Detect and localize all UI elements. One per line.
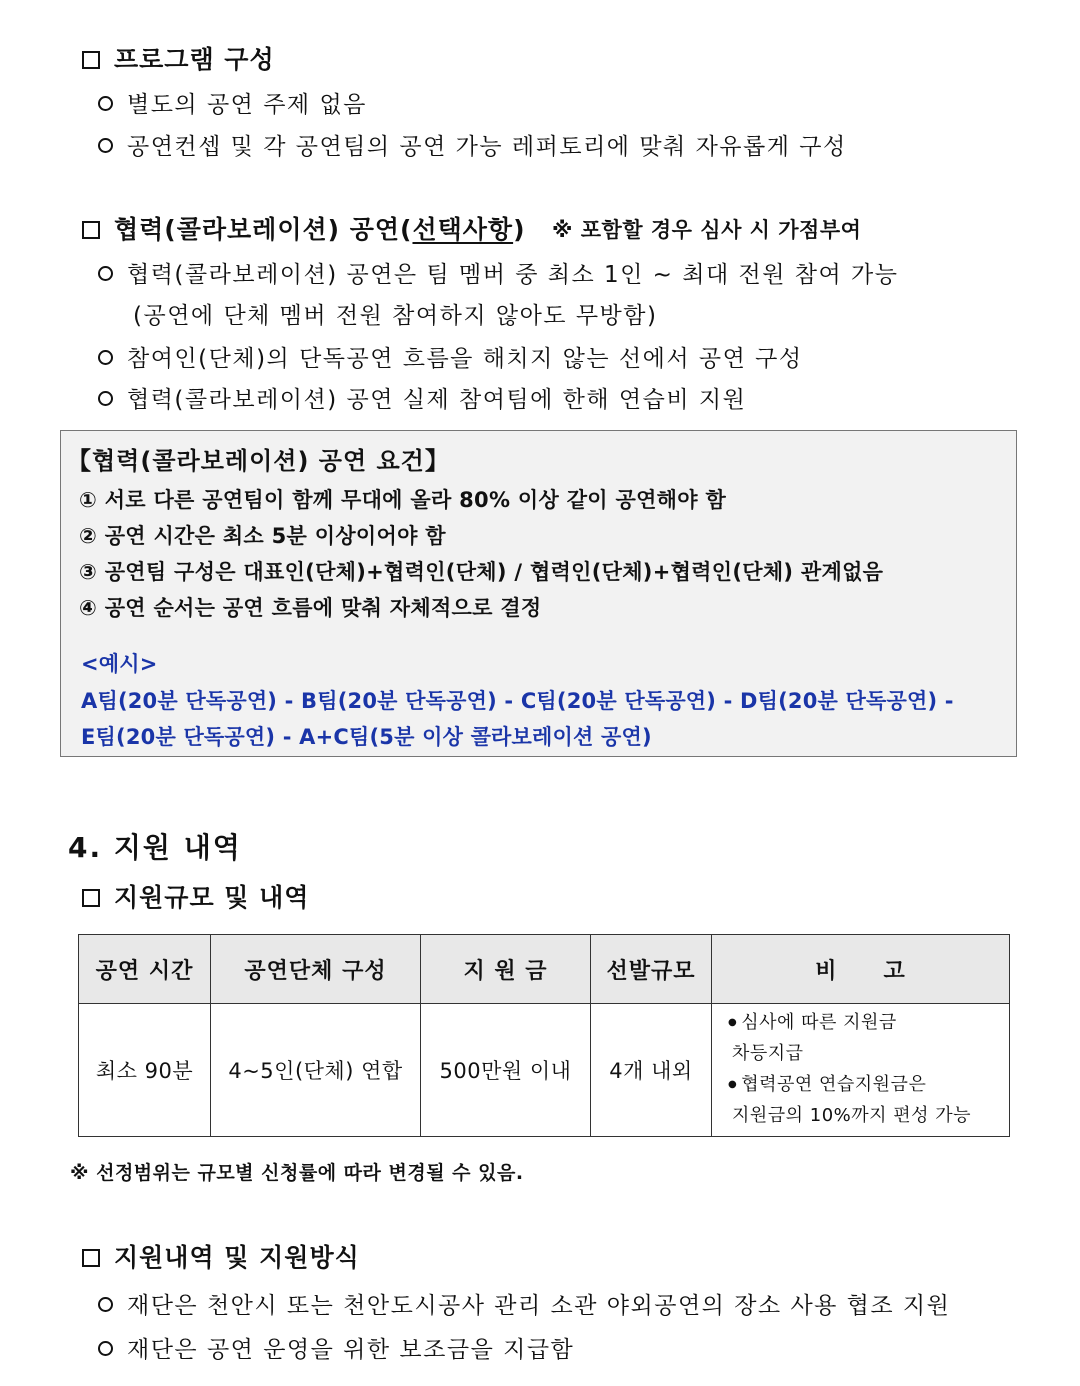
program-bullet-2: 공연컨셉 및 각 공연팀의 공연 가능 레퍼토리에 맞춰 자유롭게 구성 [98,128,847,161]
collab-bullet-2: 참여인(단체)의 단독공연 흐름을 해치지 않는 선에서 공연 구성 [98,340,803,373]
example-label: <예시> [81,652,158,676]
requirements-box [60,430,1017,757]
method-heading: 지원내역 및 지원방식 [82,1238,360,1274]
cell-group-composition: 4~5인(단체) 연합 [211,1004,421,1137]
circle-bullet-icon [98,1297,113,1312]
cell-support-amount: 500만원 이내 [421,1004,591,1137]
requirement-item-2: ② 공연 시간은 최소 5분 이상이어야 함 [79,524,446,548]
example-line-2: E팀(20분 단독공연) - A+C팀(5분 이상 콜라보레이션 공연) [81,725,652,749]
cell-remarks [712,1004,1010,1137]
remark-line-2: ● 협력공연 연습지원금은 [728,1074,927,1095]
remark-line-1-cont: 차등지급 [732,1043,804,1064]
cell-performance-time: 최소 90분 [79,1004,211,1137]
checkbox-square-icon [82,889,100,907]
method-bullet-1: 재단은 천안시 또는 천안도시공사 관리 소관 야외공연의 장소 사용 협조 지원 [98,1287,950,1320]
collab-bonus-note: ※ 포함할 경우 심사 시 가점부여 [552,218,862,242]
circle-bullet-icon [98,138,113,153]
checkbox-square-icon [82,221,100,239]
method-bullet-2: 재단은 공연 운영을 위한 보조금을 지급함 [98,1331,574,1364]
collab-bullet-3: 협력(콜라보레이션) 공연 실제 참여팀에 한해 연습비 지원 [98,381,746,414]
circle-bullet-icon [98,266,113,281]
requirement-item-3: ③ 공연팀 구성은 대표인(단체)+협력인(단체) / 협력인(단체)+협력인(단체) 관계없음 [79,560,884,584]
table-row [79,1004,1010,1137]
scale-heading: 지원규모 및 내역 [82,878,309,914]
header-performance-time: 공연 시간 [79,935,211,1004]
selection-footnote: ※ 선정범위는 규모별 신청률에 따라 변경될 수 있음. [70,1162,524,1184]
table-header-row [79,935,1010,1004]
header-remarks: 비 고 [712,935,1010,1004]
program-heading: 프로그램 구성 [82,40,275,76]
checkbox-square-icon [82,1249,100,1267]
circle-bullet-icon [98,1341,113,1356]
header-selection-scale: 선발규모 [591,935,712,1004]
collab-bullet-1: 협력(콜라보레이션) 공연은 팀 멤버 중 최소 1인 ~ 최대 전원 참여 가능 [98,256,898,289]
header-support-amount: 지 원 금 [421,935,591,1004]
program-bullet-1: 별도의 공연 주제 없음 [98,86,367,119]
checkbox-square-icon [82,51,100,69]
circle-bullet-icon [98,391,113,406]
collab-heading: 협력(콜라보레이션) 공연(선택사항) [82,210,526,246]
requirement-item-4: ④ 공연 순서는 공연 흐름에 맞춰 자체적으로 결정 [79,596,542,620]
circle-bullet-icon [98,96,113,111]
dot-bullet-icon: ● [728,1079,738,1090]
dot-bullet-icon: ● [728,1017,738,1028]
requirement-item-1: ① 서로 다른 공연팀이 함께 무대에 올라 80% 이상 같이 공연해야 함 [79,488,727,512]
support-table [78,934,1010,1137]
example-line-1: A팀(20분 단독공연) - B팀(20분 단독공연) - C팀(20분 단독공연) - D팀(20분 단독공연) - [81,689,954,713]
remark-line-2-cont: 지원금의 10%까지 편성 가능 [732,1105,972,1126]
circle-bullet-icon [98,350,113,365]
cell-selection-scale: 4개 내외 [591,1004,712,1137]
requirements-title: 【협력(콜라보레이션) 공연 요건】 [67,447,450,475]
section-4-title: 4. 지원 내역 [68,831,242,864]
remark-line-1: ● 심사에 따른 지원금 [728,1012,897,1033]
header-group-composition: 공연단체 구성 [211,935,421,1004]
collab-bullet-1-cont: (공연에 단체 멤버 전원 참여하지 않아도 무방함) [133,303,658,329]
